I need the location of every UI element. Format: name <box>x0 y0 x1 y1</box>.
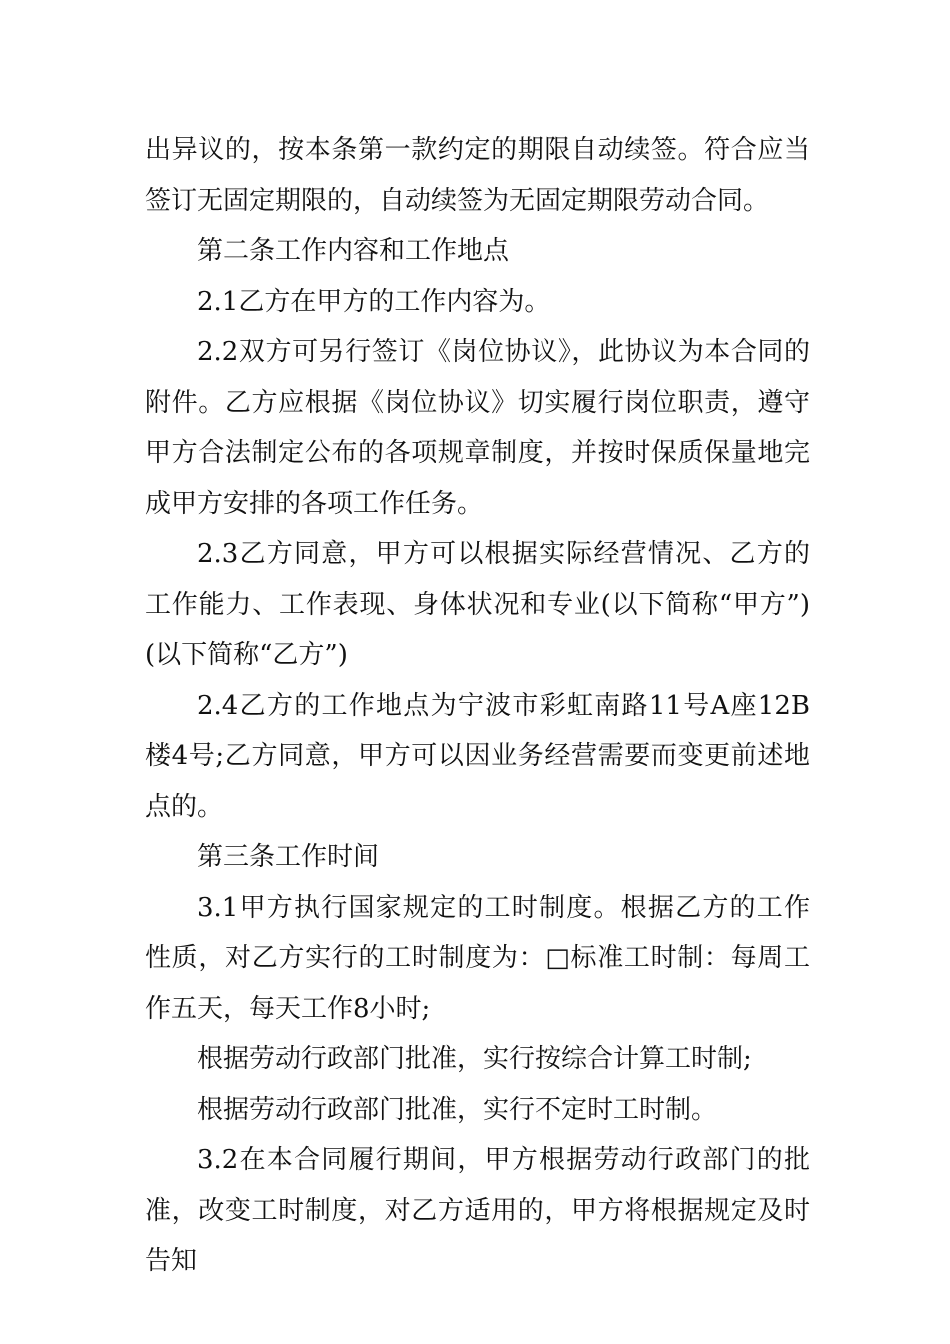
clause-2-4: 2.4乙方的工作地点为宁波市彩虹南路11号A座12B楼4号;乙方同意，甲方可以因业务经营需要而变更前述地点的。 <box>145 690 810 822</box>
paragraph-continuation: 出异议的，按本条第一款约定的期限自动续签。符合应当签订无固定期限的，自动续签为无固定期限劳动合同。 <box>145 135 810 216</box>
clause-3-2: 3.2在本合同履行期间，甲方根据劳动行政部门的批准，改变工时制度，对乙方适用的，甲方将根据规定及时告知 <box>145 1145 810 1276</box>
clause-2-1: 2.1乙方在甲方的工作内容为。 <box>197 286 551 317</box>
document-body <box>145 125 810 1287</box>
clause-3-1-option-comprehensive: 根据劳动行政部门批准，实行按综合计算工时制; <box>197 1044 752 1074</box>
clause-3-1: 3.1甲方执行国家规定的工时制度。根据乙方的工作性质，对乙方实行的工时制度为：□标准工时制：每周工作五天，每天工作8小时; <box>145 892 810 1024</box>
clause-3-1-option-flexible: 根据劳动行政部门批准，实行不定时工时制。 <box>197 1094 718 1125</box>
clause-2-3: 2.3乙方同意，甲方可以根据实际经营情况、乙方的工作能力、工作表现、身体状况和专业(以下简称“甲方”)(以下简称“乙方”) <box>145 539 810 670</box>
article-2-heading: 第二条工作内容和工作地点 <box>197 236 510 266</box>
article-3-heading: 第三条工作时间 <box>197 842 380 872</box>
clause-2-2: 2.2双方可另行签订《岗位协议》，此协议为本合同的附件。乙方应根据《岗位协议》切实履行岗位职责，遵守甲方合法制定公布的各项规章制度，并按时保质保量地完成甲方安排的各项工作任务。 <box>145 337 810 519</box>
